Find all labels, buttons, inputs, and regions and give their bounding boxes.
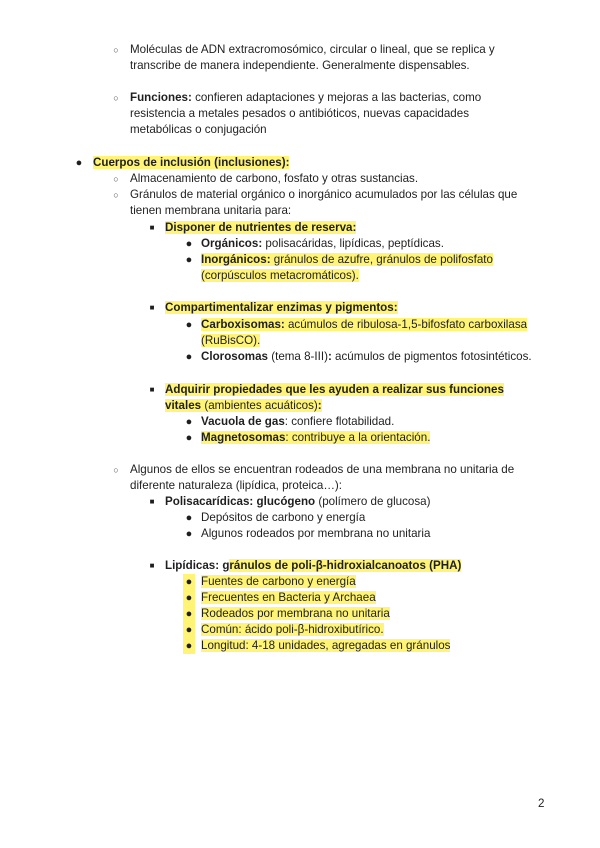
- text-line: diferente naturaleza (lipídica, proteica…):: [130, 479, 343, 492]
- bold-colon: :: [317, 399, 322, 412]
- disc-bullet-icon: ●: [185, 254, 193, 266]
- disc-bullet-icon: ●: [185, 528, 193, 540]
- bold-term: Vacuola de gas: [201, 415, 285, 428]
- disc-bullet-icon: ●: [183, 606, 195, 622]
- text-line: [201, 574, 356, 590]
- text-span: gránulos de azufre, gránulos de polifosfato: [270, 253, 493, 266]
- circle-bullet-icon: ○: [113, 45, 119, 55]
- text-span: Frecuentes en Bacteria y Archaea: [201, 591, 376, 604]
- bold-term: Carboxisomas:: [201, 318, 285, 331]
- bold-term: Magnetosomas: [201, 431, 286, 444]
- circle-bullet-icon: ○: [113, 465, 119, 475]
- subheading: [165, 220, 356, 236]
- disc-bullet-icon: ●: [183, 622, 195, 638]
- square-bullet-icon: ■: [149, 303, 155, 312]
- text-line: tienen membrana unitaria para:: [130, 204, 292, 217]
- text-line: [201, 414, 394, 430]
- text-span: Longitud: 4-18 unidades, agregadas en gránulos: [201, 639, 451, 652]
- circle-bullet-icon: ○: [113, 93, 119, 103]
- disc-bullet-icon: ●: [183, 638, 195, 654]
- text-span: (tema 8-III): [268, 350, 328, 363]
- square-bullet-icon: ■: [149, 497, 155, 506]
- square-bullet-icon: ■: [149, 561, 155, 570]
- bold-term: Inorgánicos:: [201, 253, 271, 266]
- bold-term: Lipídicas: g: [165, 559, 230, 572]
- text-line: [201, 236, 444, 252]
- text-line: Algunos rodeados por membrana no unitaria: [201, 527, 431, 540]
- bold-term: Orgánicos:: [201, 237, 263, 250]
- text-line: [201, 349, 532, 365]
- bold-term: Funciones:: [130, 91, 192, 104]
- text-line: [201, 590, 376, 606]
- bold-term: ránulos de poli-β-hidroxialcanoatos (PHA): [229, 559, 462, 572]
- subheading-text: Adquirir propiedades que les ayuden a realizar sus funciones: [165, 383, 504, 396]
- text-line: [201, 430, 430, 446]
- disc-bullet-icon: ●: [183, 590, 195, 606]
- text-line: Gránulos de material orgánico o inorgánico acumulados por las células que: [130, 188, 518, 201]
- page-number: 2: [538, 797, 545, 810]
- text-line: Moléculas de ADN extracromosómico, circular o lineal, que se replica y: [130, 43, 495, 56]
- square-bullet-icon: ■: [149, 385, 155, 394]
- text-line: [201, 606, 390, 622]
- text-line: [201, 622, 384, 638]
- text-span: (corpúsculos metacromáticos).: [201, 269, 359, 282]
- subheading-text: Disponer de nutrientes de reserva:: [165, 221, 357, 234]
- text-line: Depósitos de carbono y energía: [201, 511, 366, 524]
- text-span: (RuBisCO).: [201, 334, 261, 347]
- text-line: [201, 638, 450, 654]
- bold-colon: :: [327, 350, 332, 363]
- text-line: [165, 494, 430, 510]
- square-bullet-icon: ■: [149, 223, 155, 232]
- disc-bullet-icon: ●: [185, 319, 193, 331]
- circle-bullet-icon: ○: [113, 174, 119, 184]
- text-line: resistencia a metales pesados o antibióticos, nuevas capacidades: [130, 107, 469, 120]
- text-span: acúmulos de ribulosa-1,5-bifosfato carboxilasa: [284, 318, 528, 331]
- bold-term: Clorosomas: [201, 350, 269, 363]
- circle-bullet-icon: ○: [113, 190, 119, 200]
- text-line: metabólicas o conjugación: [130, 123, 267, 136]
- disc-bullet-icon: ●: [185, 238, 193, 250]
- heading-text: Cuerpos de inclusión (inclusiones):: [93, 156, 290, 169]
- text-line: transcribe de manera independiente. Generalmente dispensables.: [130, 59, 470, 72]
- text-line: Almacenamiento de carbono, fosfato y otras sustancias.: [130, 172, 419, 185]
- disc-bullet-icon: ●: [185, 512, 193, 524]
- text-line: [201, 268, 359, 284]
- text-line: [201, 317, 527, 333]
- disc-bullet-icon: ●: [185, 416, 193, 428]
- text-span: Común: ácido poli-β-hidroxibutírico.: [201, 623, 384, 636]
- text-span: : confiere flotabilidad.: [284, 415, 395, 428]
- disc-bullet-icon: ●: [75, 157, 83, 169]
- text-line: [201, 252, 493, 268]
- text-line: [201, 333, 260, 349]
- text-span: acúmulos de pigmentos fotosintéticos.: [331, 350, 532, 363]
- bold-term: Polisacarídicas: glucógeno: [165, 495, 316, 508]
- subheading-text: vitales: [165, 399, 202, 412]
- text-span: confieren adaptaciones y mejoras a las bacterias, como: [191, 91, 482, 104]
- disc-bullet-icon: ●: [185, 351, 193, 363]
- disc-bullet-icon: ●: [183, 574, 195, 590]
- text-line: [165, 558, 461, 574]
- subheading: [165, 382, 504, 398]
- text-line: Algunos de ellos se encuentran rodeados de una membrana no unitaria de: [130, 463, 515, 476]
- disc-bullet-icon: ●: [185, 432, 193, 444]
- subheading-text: Compartimentalizar enzimas y pigmentos:: [165, 301, 398, 314]
- text-span: (polímero de glucosa): [315, 495, 431, 508]
- text-span: polisacáridas, lipídicas, peptídicas.: [262, 237, 444, 250]
- text-span: Fuentes de carbono y energía: [201, 575, 356, 588]
- text-span: : contribuye a la orientación.: [285, 431, 431, 444]
- section-heading: [93, 155, 289, 171]
- subheading: [165, 398, 322, 414]
- text-span: Rodeados por membrana no unitaria: [201, 607, 390, 620]
- text-span: (ambientes acuáticos): [201, 399, 318, 412]
- subheading: [165, 300, 398, 316]
- text-line: [130, 90, 481, 106]
